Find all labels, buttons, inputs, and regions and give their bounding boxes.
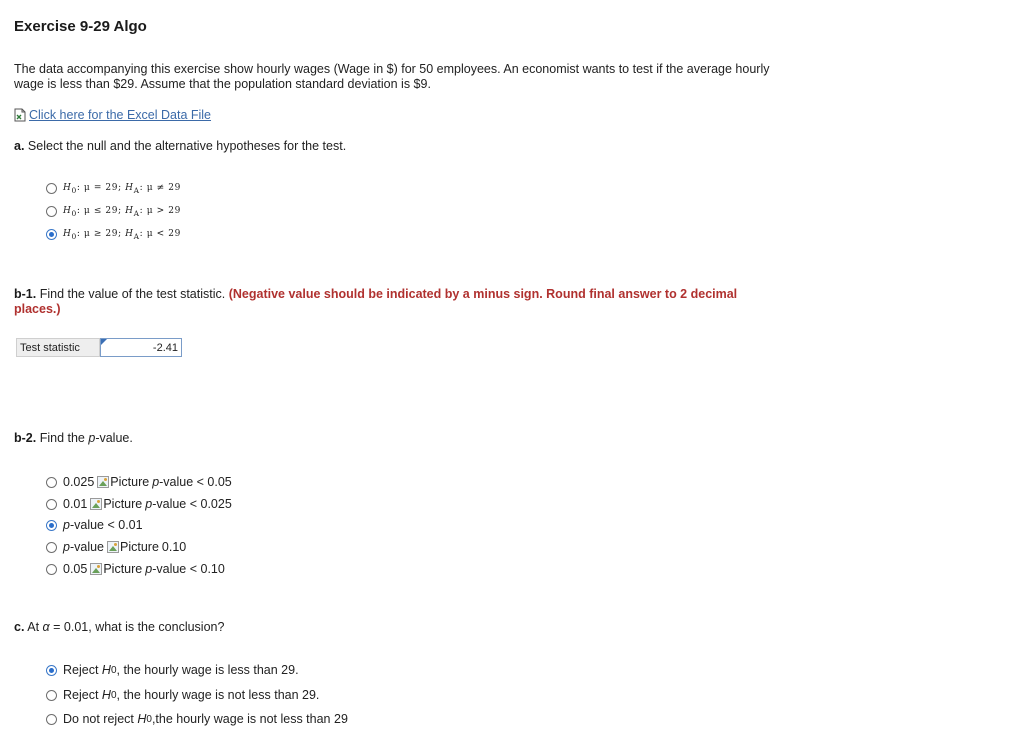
hypothesis-text	[63, 206, 181, 218]
picture-label: Picture	[110, 475, 150, 489]
p-value-radio[interactable]	[46, 520, 57, 531]
null-relation: : μ ≥ 29;	[76, 229, 122, 239]
conclusion-text	[63, 712, 348, 726]
h0-subscript: 0	[110, 689, 117, 701]
part-b2-prompt-post: -value.	[95, 431, 133, 445]
h0-subscript: 0	[71, 185, 77, 195]
part-b1-prompt: Find the value of the test statistic.	[39, 287, 226, 301]
p-value-option[interactable]	[46, 518, 143, 532]
p-value-relation: -value < 0.025	[152, 497, 232, 511]
part-b1-note: (Negative value should be indicated by a minus sign. Round final answer to 2 decimal places.)	[14, 287, 738, 316]
p-value-option[interactable]	[46, 475, 232, 489]
picture-placeholder	[97, 475, 149, 489]
exercise-title: Exercise 9-29 Algo	[14, 18, 147, 35]
picture-placeholder	[90, 497, 142, 511]
p-value-term	[145, 497, 232, 511]
conclusion-post: , the hourly wage is not less than 29.	[116, 688, 320, 702]
part-b2-question	[14, 431, 133, 446]
null-relation: : μ = 29;	[76, 183, 122, 193]
p-value-term	[145, 562, 225, 576]
conclusion-radio[interactable]	[46, 690, 57, 701]
part-b1-label: b-1.	[14, 287, 37, 301]
p-upper-bound: 0.10	[161, 540, 187, 554]
alt-relation: : μ < 29	[139, 229, 181, 239]
part-b2-prompt-pre: Find the	[39, 431, 89, 445]
p-value-relation: -value	[69, 540, 104, 554]
conclusion-post: , the hourly wage is less than 29.	[116, 663, 299, 677]
test-statistic-table	[16, 338, 182, 357]
excel-file-icon	[14, 108, 26, 122]
hypothesis-text	[63, 183, 181, 195]
p-value-text	[63, 475, 232, 489]
ha-symbol: H	[121, 229, 134, 239]
p-value-text	[63, 497, 232, 511]
p-value-relation: -value < 0.05	[159, 475, 232, 489]
broken-image-icon	[107, 541, 119, 553]
picture-label: Picture	[103, 497, 143, 511]
part-c-prompt-post: = 0.01, what is the conclusion?	[49, 620, 225, 634]
part-b2-prompt-p: p	[88, 431, 96, 445]
flag-icon	[101, 339, 107, 345]
part-c-question	[14, 620, 224, 635]
p-value-text	[63, 562, 225, 576]
h0-symbol: H	[101, 688, 111, 702]
hypothesis-option[interactable]	[46, 206, 181, 218]
broken-image-icon	[90, 563, 102, 575]
conclusion-pre: Do not reject	[63, 712, 138, 726]
part-b2-label: b-2.	[14, 431, 37, 445]
hypothesis-option[interactable]	[46, 229, 181, 241]
broken-image-icon	[97, 476, 109, 488]
p-value-term	[152, 475, 232, 489]
p-value-text	[63, 518, 143, 532]
p-value-radio[interactable]	[46, 499, 57, 510]
conclusion-pre: Reject	[63, 663, 102, 677]
h0-symbol: H	[63, 229, 72, 239]
p-value-option[interactable]	[46, 540, 186, 554]
p-symbol: p	[63, 518, 70, 532]
hypothesis-option[interactable]	[46, 183, 181, 195]
hypothesis-text	[63, 229, 181, 241]
p-value-option[interactable]	[46, 497, 232, 511]
h0-symbol: H	[137, 712, 147, 726]
picture-label: Picture	[120, 540, 159, 554]
part-a-question	[14, 139, 346, 154]
ha-subscript: A	[133, 185, 140, 195]
exercise-intro: The data accompanying this exercise show hourly wages (Wage in $) for 50 employees. An economist wants to test if the average hourly wage is less than $29. Assume that the population standard deviation is $9.	[14, 62, 770, 91]
p-value-term	[63, 540, 104, 554]
test-statistic-label: Test statistic	[16, 338, 100, 357]
alpha-symbol: α	[42, 620, 50, 634]
excel-data-link[interactable]: Click here for the Excel Data File	[29, 108, 212, 122]
picture-placeholder	[107, 540, 159, 554]
p-value-radio[interactable]	[46, 542, 57, 553]
alt-relation: : μ > 29	[139, 206, 181, 216]
p-symbol: p	[63, 540, 70, 554]
conclusion-pre: Reject	[63, 688, 102, 702]
h0-subscript: 0	[110, 664, 117, 676]
conclusion-option[interactable]	[46, 663, 299, 677]
conclusion-radio[interactable]	[46, 665, 57, 676]
broken-image-icon	[90, 498, 102, 510]
p-value-relation: -value < 0.10	[152, 562, 225, 576]
alt-relation: : μ ≠ 29	[139, 183, 181, 193]
part-b1-question	[14, 287, 774, 317]
hypothesis-radio[interactable]	[46, 183, 57, 194]
conclusion-post: ,the hourly wage is not less than 29	[151, 712, 348, 726]
conclusion-text	[63, 688, 319, 702]
h0-subscript: 0	[146, 713, 152, 725]
conclusion-option[interactable]	[46, 688, 319, 702]
picture-placeholder	[90, 562, 142, 576]
p-symbol: p	[152, 475, 160, 489]
part-c-label: c.	[14, 620, 25, 634]
excel-link-row[interactable]	[14, 108, 211, 122]
p-value-radio[interactable]	[46, 477, 57, 488]
ha-subscript: A	[133, 231, 140, 241]
part-a-prompt: Select the null and the alternative hypotheses for the test.	[27, 139, 347, 153]
conclusion-text	[63, 663, 299, 677]
p-value-relation: -value < 0.01	[69, 518, 143, 532]
h0-subscript: 0	[71, 208, 77, 218]
h0-symbol: H	[63, 206, 72, 216]
hypothesis-radio[interactable]	[46, 229, 57, 240]
h0-symbol: H	[101, 663, 111, 677]
p-value-radio[interactable]	[46, 564, 57, 575]
p-value-option[interactable]	[46, 562, 225, 576]
ha-symbol: H	[121, 183, 134, 193]
h0-symbol: H	[63, 183, 72, 193]
p-lower-bound: 0.025	[63, 475, 95, 489]
h0-subscript: 0	[71, 231, 77, 241]
ha-symbol: H	[121, 206, 134, 216]
hypothesis-radio[interactable]	[46, 206, 57, 217]
part-c-prompt-pre: At	[27, 620, 43, 634]
p-value-term	[63, 518, 143, 532]
p-lower-bound: 0.05	[63, 562, 88, 576]
p-symbol: p	[145, 497, 153, 511]
p-symbol: p	[145, 562, 153, 576]
p-value-text	[63, 540, 186, 554]
conclusion-radio[interactable]	[46, 714, 57, 725]
test-statistic-value: -2.41	[152, 342, 178, 354]
test-statistic-input[interactable]	[100, 338, 182, 357]
ha-subscript: A	[133, 208, 140, 218]
conclusion-option[interactable]	[46, 712, 348, 726]
part-a-label: a.	[14, 139, 25, 153]
p-lower-bound: 0.01	[63, 497, 88, 511]
null-relation: : μ ≤ 29;	[76, 206, 122, 216]
picture-label: Picture	[103, 562, 143, 576]
